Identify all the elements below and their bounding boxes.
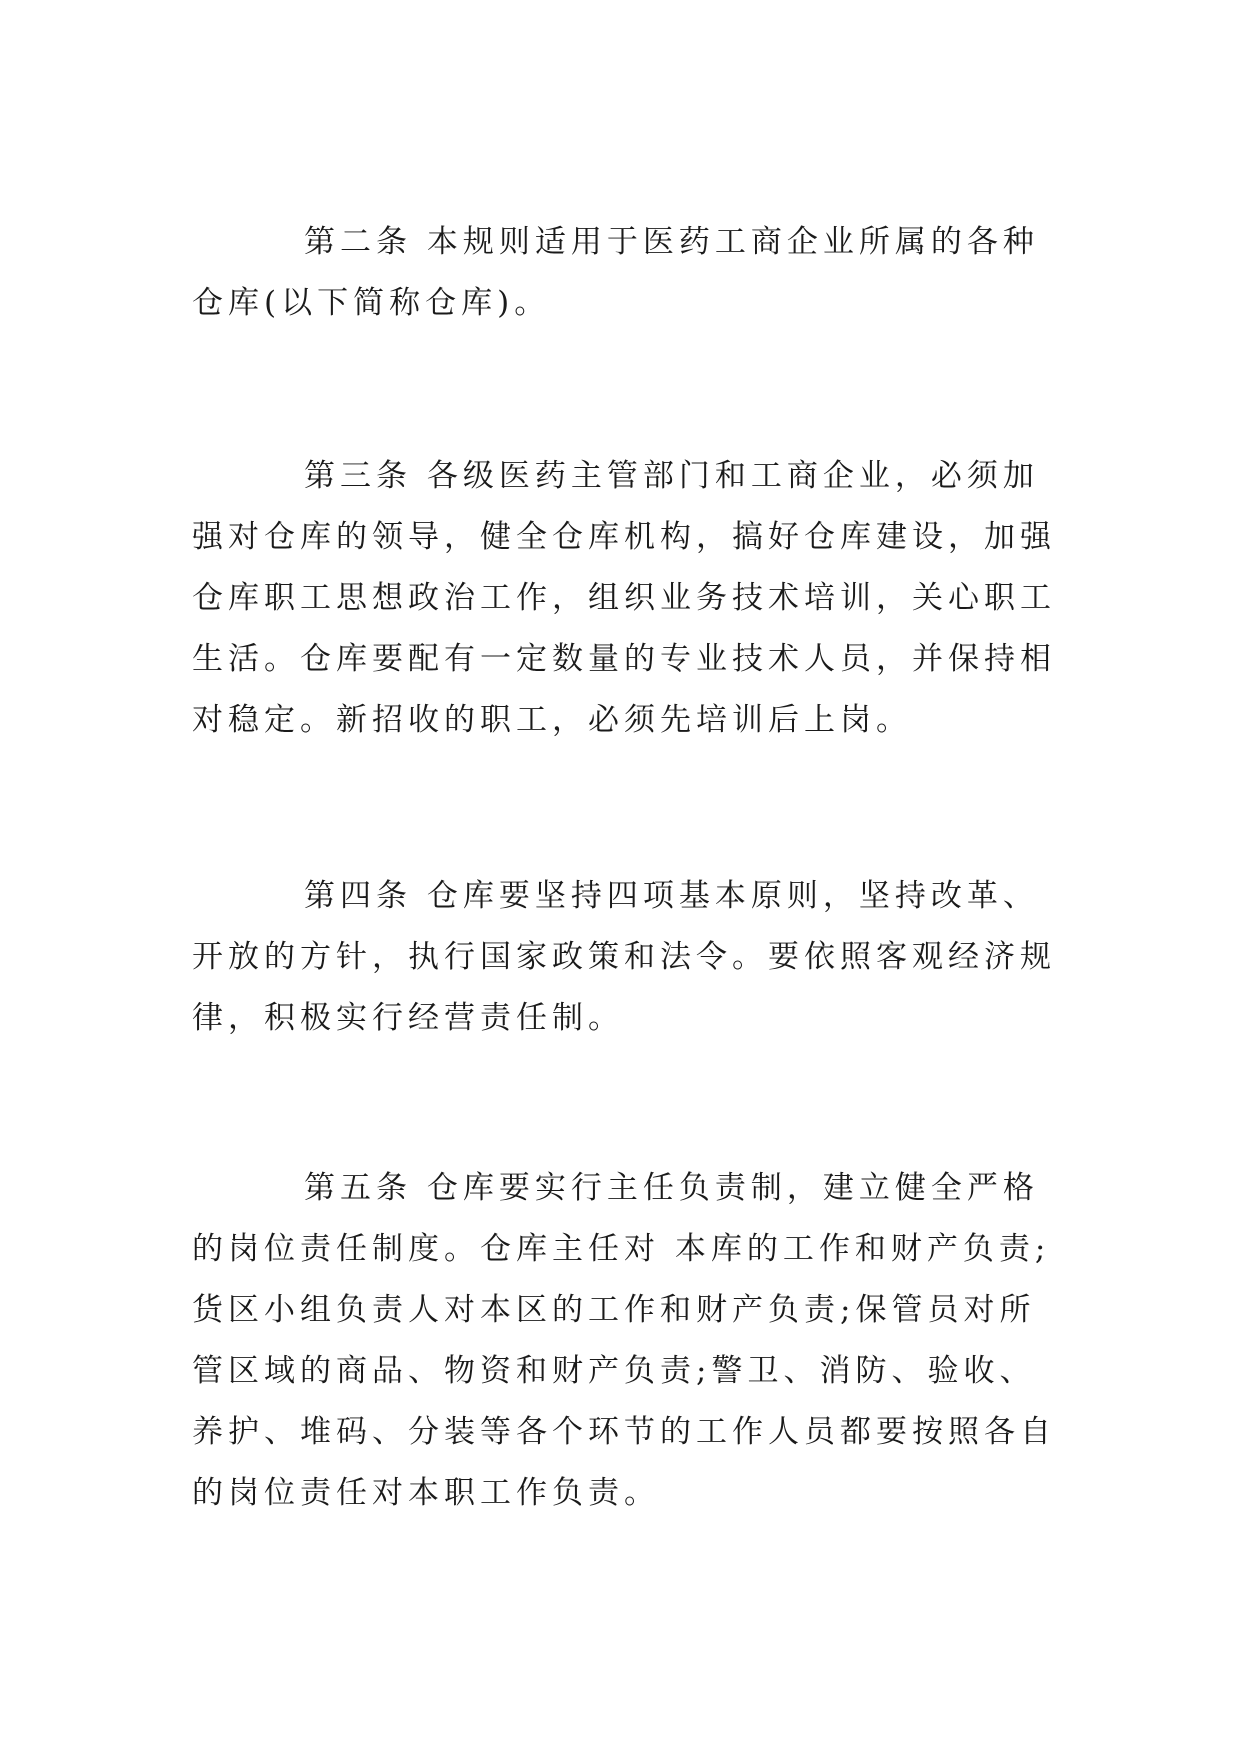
article-3-paragraph: 第三条 各级医药主管部门和工商企业，必须加强对仓库的领导，健全仓库机构，搞好仓库建设，加强仓库职工思想政治工作，组织业务技术培训，关心职工生活。仓库要配有一定数量的专业技术人员，并保持相对稳定。新招收的职工，必须先培训后上岗。: [192, 458, 1056, 738]
article-5-paragraph: 第五条 仓库要实行主任负责制，建立健全严格的岗位责任制度。仓库主任对 本库的工作和财产负责;货区小组负责人对本区的工作和财产负责;保管员对所管区域的商品、物资和财产负责;警卫、消防、验收、养护、堆码、分装等各个环节的工作人员都要按照各自的岗位责任对本职工作负责。: [192, 1170, 1056, 1511]
article-4-paragraph: 第四条 仓库要坚持四项基本原则，坚持改革、开放的方针，执行国家政策和法令。要依照客观经济规律，积极实行经营责任制。: [192, 878, 1056, 1036]
article-2-paragraph: 第二条 本规则适用于医药工商企业所属的各种仓库(以下简称仓库)。: [192, 224, 1039, 321]
